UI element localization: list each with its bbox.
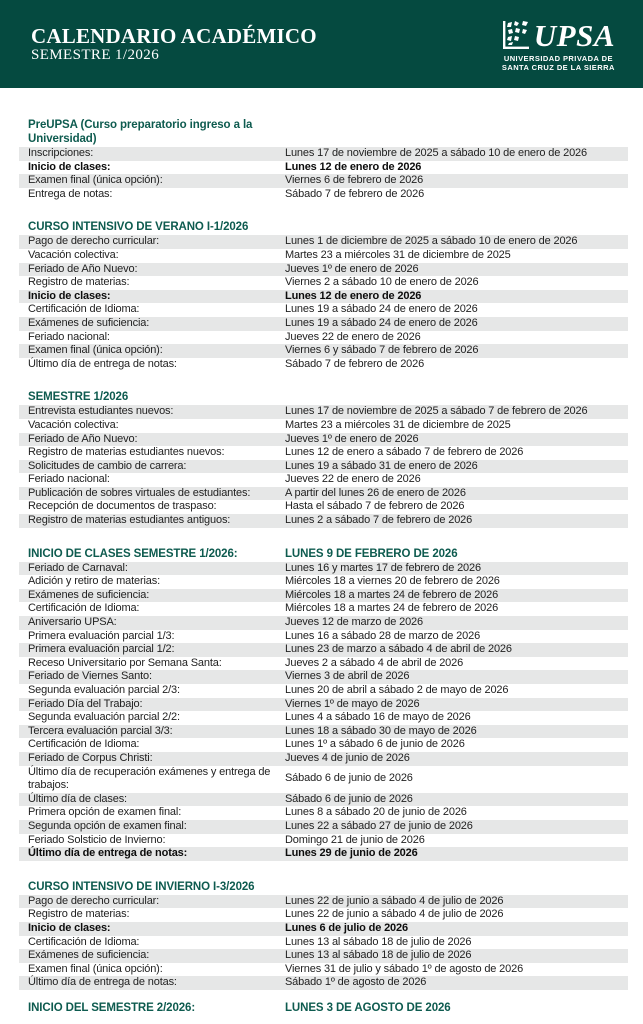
header-banner [0,0,643,88]
calendar-row [19,657,628,671]
banner-titles [31,25,317,64]
event-label: Exámenes de suficiencia: [28,949,150,962]
logo-tagline-line1: UNIVERSIDAD PRIVADA DE [503,53,613,63]
calendar-row [19,433,628,447]
calendar-row [19,922,628,936]
event-date: Miércoles 18 a martes 24 de febrero de 2026 [285,602,499,615]
event-date: Viernes 2 a sábado 10 de enero de 2026 [285,276,479,289]
calendar-row [19,303,628,317]
event-label: Examen final (única opción): [28,174,163,187]
event-label: Vacación colectiva: [28,418,119,431]
calendar-row [19,949,628,963]
event-label: Certificación de Idioma: [28,303,140,316]
section-header [19,220,628,235]
event-date: Lunes 12 de enero de 2026 [285,160,422,173]
event-date: Lunes 13 al sábado 18 de julio de 2026 [285,949,472,962]
calendar-row [19,344,628,358]
calendar-section [19,1001,628,1016]
event-label: Registro de materias estudiantes nuevos: [28,446,225,459]
calendar-row [19,670,628,684]
event-label: Feriado de Viernes Santo: [28,670,152,683]
event-date: Viernes 6 de febrero de 2026 [285,174,424,187]
calendar-row [19,235,628,249]
event-label: Receso Universitario por Semana Santa: [28,656,222,669]
calendar-body [0,88,643,1016]
event-date: Jueves 12 de marzo de 2026 [285,616,423,629]
calendar-row [19,161,628,175]
calendar-row [19,793,628,807]
section-title-value: LUNES 9 DE FEBRERO DE 2026 [285,547,458,560]
event-date: Sábado 6 de junio de 2026 [285,772,413,785]
event-label: Inicio de clases: [28,160,111,173]
event-date: Jueves 4 de junio de 2026 [285,751,410,764]
section-title: CURSO INTENSIVO DE VERANO I-1/2026 [28,221,249,234]
page-subtitle: SEMESTRE 1/2026 [31,46,160,63]
calendar-section [19,880,628,990]
event-label: Feriado Día del Trabajo: [28,697,143,710]
event-date: Jueves 22 de enero de 2026 [285,330,421,343]
event-label: Examen final (única opción): [28,344,163,357]
logo-tagline [502,54,615,72]
logo-tagline-line2: SANTA CRUZ DE LA SIERRA [501,62,615,72]
event-date: Lunes 2 a sábado 7 de febrero de 2026 [285,514,473,527]
calendar-row [19,174,628,188]
calendar-row [19,263,628,277]
section-rows [19,405,628,527]
event-date: Lunes 4 a sábado 16 de mayo de 2026 [285,711,471,724]
calendar-row [19,602,628,616]
section-header [19,390,628,405]
event-date: Lunes 23 de marzo a sábado 4 de abril de 2026 [285,643,512,656]
event-date: Jueves 2 a sábado 4 de abril de 2026 [285,656,464,669]
calendar-row [19,487,628,501]
event-date: Sábado 7 de febrero de 2026 [285,187,425,200]
section-title: INICIO DEL SEMESTRE 2/2026: [28,1001,196,1014]
event-date: Lunes 18 a sábado 30 de mayo de 2026 [285,724,477,737]
event-label: Exámenes de suficiencia: [28,588,150,601]
calendar-row [19,895,628,909]
event-date: Lunes 8 a sábado 20 de junio de 2026 [285,806,467,819]
calendar-row [19,358,628,372]
event-date: Sábado 1º de agosto de 2026 [285,976,427,989]
calendar-row [19,725,628,739]
event-label: Feriado de Carnaval: [28,561,128,574]
event-date: Lunes 16 y martes 17 de febrero de 2026 [285,561,481,574]
event-date: Sábado 6 de junio de 2026 [285,792,413,805]
calendar-row [19,514,628,528]
calendar-section [19,220,628,371]
event-label: Último día de recuperación exámenes y entrega de trabajos: [28,765,271,792]
event-date: Martes 23 a miércoles 31 de diciembre de 2025 [285,248,511,261]
calendar-row [19,976,628,990]
event-label: Examen final (única opción): [28,962,163,975]
event-date: Lunes 1 de diciembre de 2025 a sábado 10 de enero de 2026 [285,235,578,248]
event-date: Lunes 13 al sábado 18 de julio de 2026 [285,935,472,948]
calendar-row [19,188,628,202]
calendar-row [19,806,628,820]
section-rows [19,562,628,861]
event-label: Segunda evaluación parcial 2/3: [28,684,180,696]
event-date: Lunes 17 de noviembre de 2025 a sábado 7 de febrero de 2026 [285,405,588,418]
calendar-row [19,147,628,161]
event-label: Certificación de Idioma: [28,935,140,948]
calendar-row [19,766,628,793]
event-label: Exámenes de suficiencia: [28,316,150,329]
event-date: A partir del lunes 26 de enero de 2026 [285,486,466,499]
calendar-row [19,847,628,861]
event-label: Vacación colectiva: [28,248,119,261]
event-date: Lunes 16 a sábado 28 de marzo de 2026 [285,629,481,642]
calendar-row [19,616,628,630]
section-rows [19,235,628,371]
event-date: Lunes 29 de junio de 2026 [285,847,418,860]
event-label: Entrega de notas: [28,187,113,200]
calendar-row [19,290,628,304]
event-date: Jueves 1º de enero de 2026 [285,262,419,275]
event-date: Miércoles 18 a viernes 20 de febrero de 2026 [285,575,500,588]
event-date: Lunes 20 de abril a sábado 2 de mayo de 2026 [285,684,509,696]
event-date: Lunes 19 a sábado 24 de enero de 2026 [285,303,478,316]
event-date: Jueves 22 de enero de 2026 [285,473,421,486]
event-label: Tercera evaluación parcial 3/3: [28,724,173,737]
calendar-section [19,118,628,201]
event-label: Solicitudes de cambio de carrera: [28,459,187,472]
event-label: Adición y retiro de materias: [28,575,160,588]
section-header [19,118,628,147]
event-label: Primera evaluación parcial 1/2: [28,643,175,656]
logo-wordmark: UPSA [533,17,615,53]
section-title: PreUPSA (Curso preparatorio ingreso a la Universidad) [28,119,253,145]
event-label: Feriado Solsticio de Invierno: [28,833,166,846]
event-label: Feriado nacional: [28,473,110,486]
calendar-row [19,249,628,263]
calendar-row [19,562,628,576]
event-date: Sábado 7 de febrero de 2026 [285,357,425,370]
event-date: Viernes 3 de abril de 2026 [285,670,410,683]
event-label: Pago de derecho curricular: [28,894,160,907]
section-rows [19,895,628,990]
calendar-row [19,419,628,433]
event-label: Certificación de Idioma: [28,602,140,615]
event-label: Registro de materias estudiantes antiguos: [28,514,231,527]
event-label: Recepción de documentos de traspaso: [28,500,217,513]
event-date: Lunes 22 de junio a sábado 4 de julio de 2026 [285,908,504,921]
event-date: Jueves 1º de enero de 2026 [285,432,419,445]
event-date: Lunes 17 de noviembre de 2025 a sábado 10 de enero de 2026 [285,147,587,159]
event-date: Miércoles 18 a martes 24 de febrero de 2026 [285,588,499,601]
event-date: Lunes 12 de enero de 2026 [285,289,422,302]
calendar-row [19,276,628,290]
upsa-logo [502,19,615,72]
event-label: Registro de materias: [28,276,130,289]
calendar-row [19,963,628,977]
calendar-row [19,834,628,848]
event-date: Viernes 1º de mayo de 2026 [285,697,420,710]
upsa-crest-icon [502,19,530,51]
logo-top [502,19,615,51]
calendar-row [19,711,628,725]
event-date: Lunes 22 de junio a sábado 4 de julio de 2026 [285,894,504,907]
event-label: Certificación de Idioma: [28,738,140,751]
event-label: Inicio de clases: [28,921,111,934]
calendar-row [19,698,628,712]
event-label: Pago de derecho curricular: [28,235,160,248]
calendar-row [19,473,628,487]
event-date: Lunes 1º a sábado 6 de junio de 2026 [285,738,465,751]
event-label: Registro de materias: [28,908,130,921]
calendar-row [19,908,628,922]
calendar-row [19,630,628,644]
event-label: Primera evaluación parcial 1/3: [28,629,175,642]
calendar-row [19,460,628,474]
event-date: Viernes 6 y sábado 7 de febrero de 2026 [285,344,479,357]
event-label: Feriado nacional: [28,330,110,343]
event-label: Entrevista estudiantes nuevos: [28,405,174,418]
event-label: Publicación de sobres virtuales de estudiantes: [28,486,251,499]
calendar-section [19,547,628,861]
event-label: Aniversario UPSA: [28,616,117,629]
event-label: Primera opción de examen final: [28,806,182,819]
calendar-row [19,589,628,603]
section-header [19,880,628,895]
calendar-row [19,331,628,345]
section-title: SEMESTRE 1/2026 [28,391,129,404]
event-label: Último día de entrega de notas: [28,847,188,860]
event-date: Domingo 21 de junio de 2026 [285,833,425,846]
event-label: Último día de clases: [28,792,127,805]
event-date: Lunes 22 a sábado 27 de junio de 2026 [285,819,473,832]
event-label: Último día de entrega de notas: [28,976,177,989]
calendar-row [19,446,628,460]
calendar-row [19,820,628,834]
section-header [19,547,628,562]
calendar-row [19,684,628,698]
calendar-row [19,575,628,589]
section-title: INICIO DE CLASES SEMESTRE 1/2026: [28,547,238,560]
event-label: Feriado de Año Nuevo: [28,432,138,445]
event-label: Inicio de clases: [28,289,111,302]
section-rows [19,147,628,201]
event-date: Lunes 12 de enero a sábado 7 de febrero de 2026 [285,446,524,459]
calendar-section [19,390,628,527]
calendar-row [19,405,628,419]
calendar-row [19,752,628,766]
calendar-row [19,317,628,331]
event-date: Viernes 31 de julio y sábado 1º de agosto de 2026 [285,962,524,975]
calendar-row [19,738,628,752]
event-label: Segunda evaluación parcial 2/2: [28,711,180,724]
event-date: Martes 23 a miércoles 31 de diciembre de 2025 [285,418,511,431]
calendar-row [19,643,628,657]
section-title-value: LUNES 3 DE AGOSTO DE 2026 [285,1001,451,1014]
event-label: Feriado de Año Nuevo: [28,262,138,275]
calendar-row [19,500,628,514]
event-label: Último día de entrega de notas: [28,357,177,370]
event-date: Lunes 19 a sábado 24 de enero de 2026 [285,316,478,329]
event-label: Segunda opción de examen final: [28,819,187,832]
event-label: Feriado de Corpus Christi: [28,751,153,764]
event-date: Hasta el sábado 7 de febrero de 2026 [285,500,465,513]
section-header [19,1001,628,1016]
event-date: Lunes 19 a sábado 31 de enero de 2026 [285,459,478,472]
event-date: Lunes 6 de julio de 2026 [285,921,408,934]
calendar-row [19,936,628,950]
event-label: Inscripciones: [28,147,94,159]
section-title: CURSO INTENSIVO DE INVIERNO I-3/2026 [28,880,255,893]
page-title: CALENDARIO ACADÉMICO [31,23,317,48]
